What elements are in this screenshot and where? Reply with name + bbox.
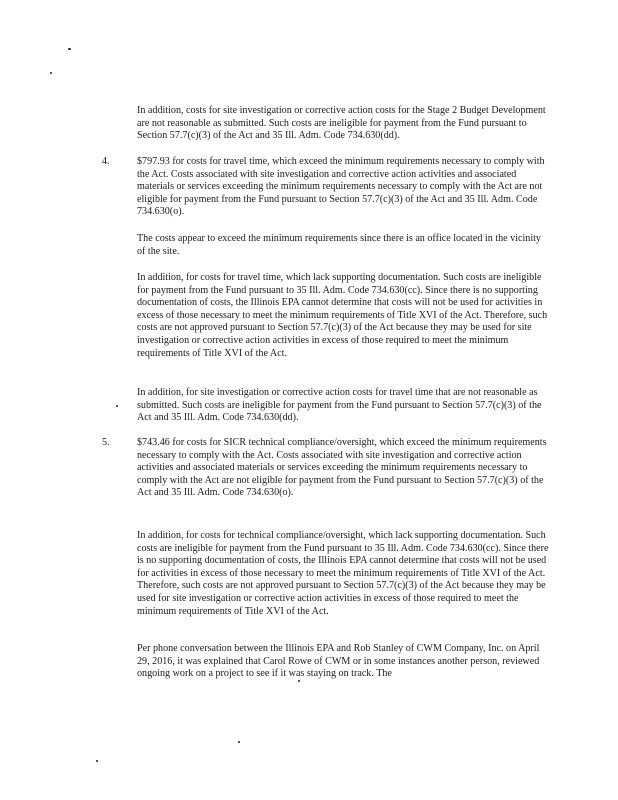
item-number: 4. <box>102 156 110 167</box>
item-number: 5. <box>102 437 110 448</box>
item-5-paragraph-1: $743.46 for costs for SICR technical compliance/oversight, which exceed the minimum requirements necessary to comply with the Act. Costs associated with site investigation and corrective action activities and associated materials or services exceeding the minimum requirements necessary to comply with the Act are not eligible for payment from the Fund pursuant to Section 57.7(c)(3) of the Act and 35 Ill. Adm. Code 734.630(o). <box>137 437 547 499</box>
item-5-paragraph-2: In addition, for costs for technical compliance/oversight, which lack supporting documentation. Such costs are ineligible for payment from the Fund pursuant to 35 Ill. Adm. Code 734.630(cc). Since there is no supporting documentation of costs, the Illinois EPA cannot determine that costs will not be used for activities in excess of those necessary to meet the minimum requirements of Title XVI of the Act. Therefore, such costs are not approved pursuant to Section 57.7(c)(3) of the Act because they may be used for site investigation or corrective action activities in excess of those required to meet the minimum requirements of Title XVI of the Act. <box>137 530 549 617</box>
item-4-paragraph-3: In addition, for costs for travel time, which lack supporting documentation. Such costs are ineligible for payment from the Fund pursuant to 35 Ill. Adm. Code 734.630(cc). Since there is no supporting documentation of costs, the Illinois EPA cannot determine that costs will not be used for activities in excess of those necessary to meet the minimum requirements of Title XVI of the Act. Therefore, such costs are not approved pursuant to Section 57.7(c)(3) of the Act because they may be used for site investigation or corrective action activities in excess of those required to meet the minimum requirements of Title XVI of the Act. <box>137 272 548 359</box>
scan-speck <box>116 405 118 407</box>
intro-paragraph: In addition, costs for site investigation or corrective action costs for the Stage 2 Budget Development are not reasonable as submitted. Such costs are ineligible for payment from the Fund pursuant to Section 57.7(c)(3) of the Act and 35 Ill. Adm. Code 734.630(dd). <box>137 105 546 142</box>
scan-speck <box>68 48 71 50</box>
scan-speck <box>238 741 240 743</box>
item-4-paragraph-2: The costs appear to exceed the minimum requirements since there is an office located in the vicinity of the site. <box>137 233 541 257</box>
item-4-paragraph-1: $797.93 for costs for travel time, which exceed the minimum requirements necessary to comply with the Act. Costs associated with site investigation and corrective action activities and associated materials or services exceeding the minimum requirements necessary to comply with the Act are not eligible for payment from the Fund pursuant to Section 57.7(c)(3) of the Act and 35 Ill. Adm. Code 734.630(o). <box>137 156 545 218</box>
scan-speck <box>50 72 52 74</box>
item-5-paragraph-3: Per phone conversation between the Illinois EPA and Rob Stanley of CWM Company, Inc. on April 29, 2016, it was explained that Carol Rowe of CWM or in some instances another person, reviewed ongoing work on a project to see if it was staying on track. The <box>137 643 540 680</box>
scan-speck <box>96 760 98 762</box>
item-4-paragraph-4: In addition, for site investigation or corrective action costs for travel time that are not reasonable as submitted. Such costs are ineligible for payment from the Fund pursuant to Section 57.7(c)(3) of the Act and 35 Ill. Adm. Code 734.630(dd). <box>137 387 542 424</box>
